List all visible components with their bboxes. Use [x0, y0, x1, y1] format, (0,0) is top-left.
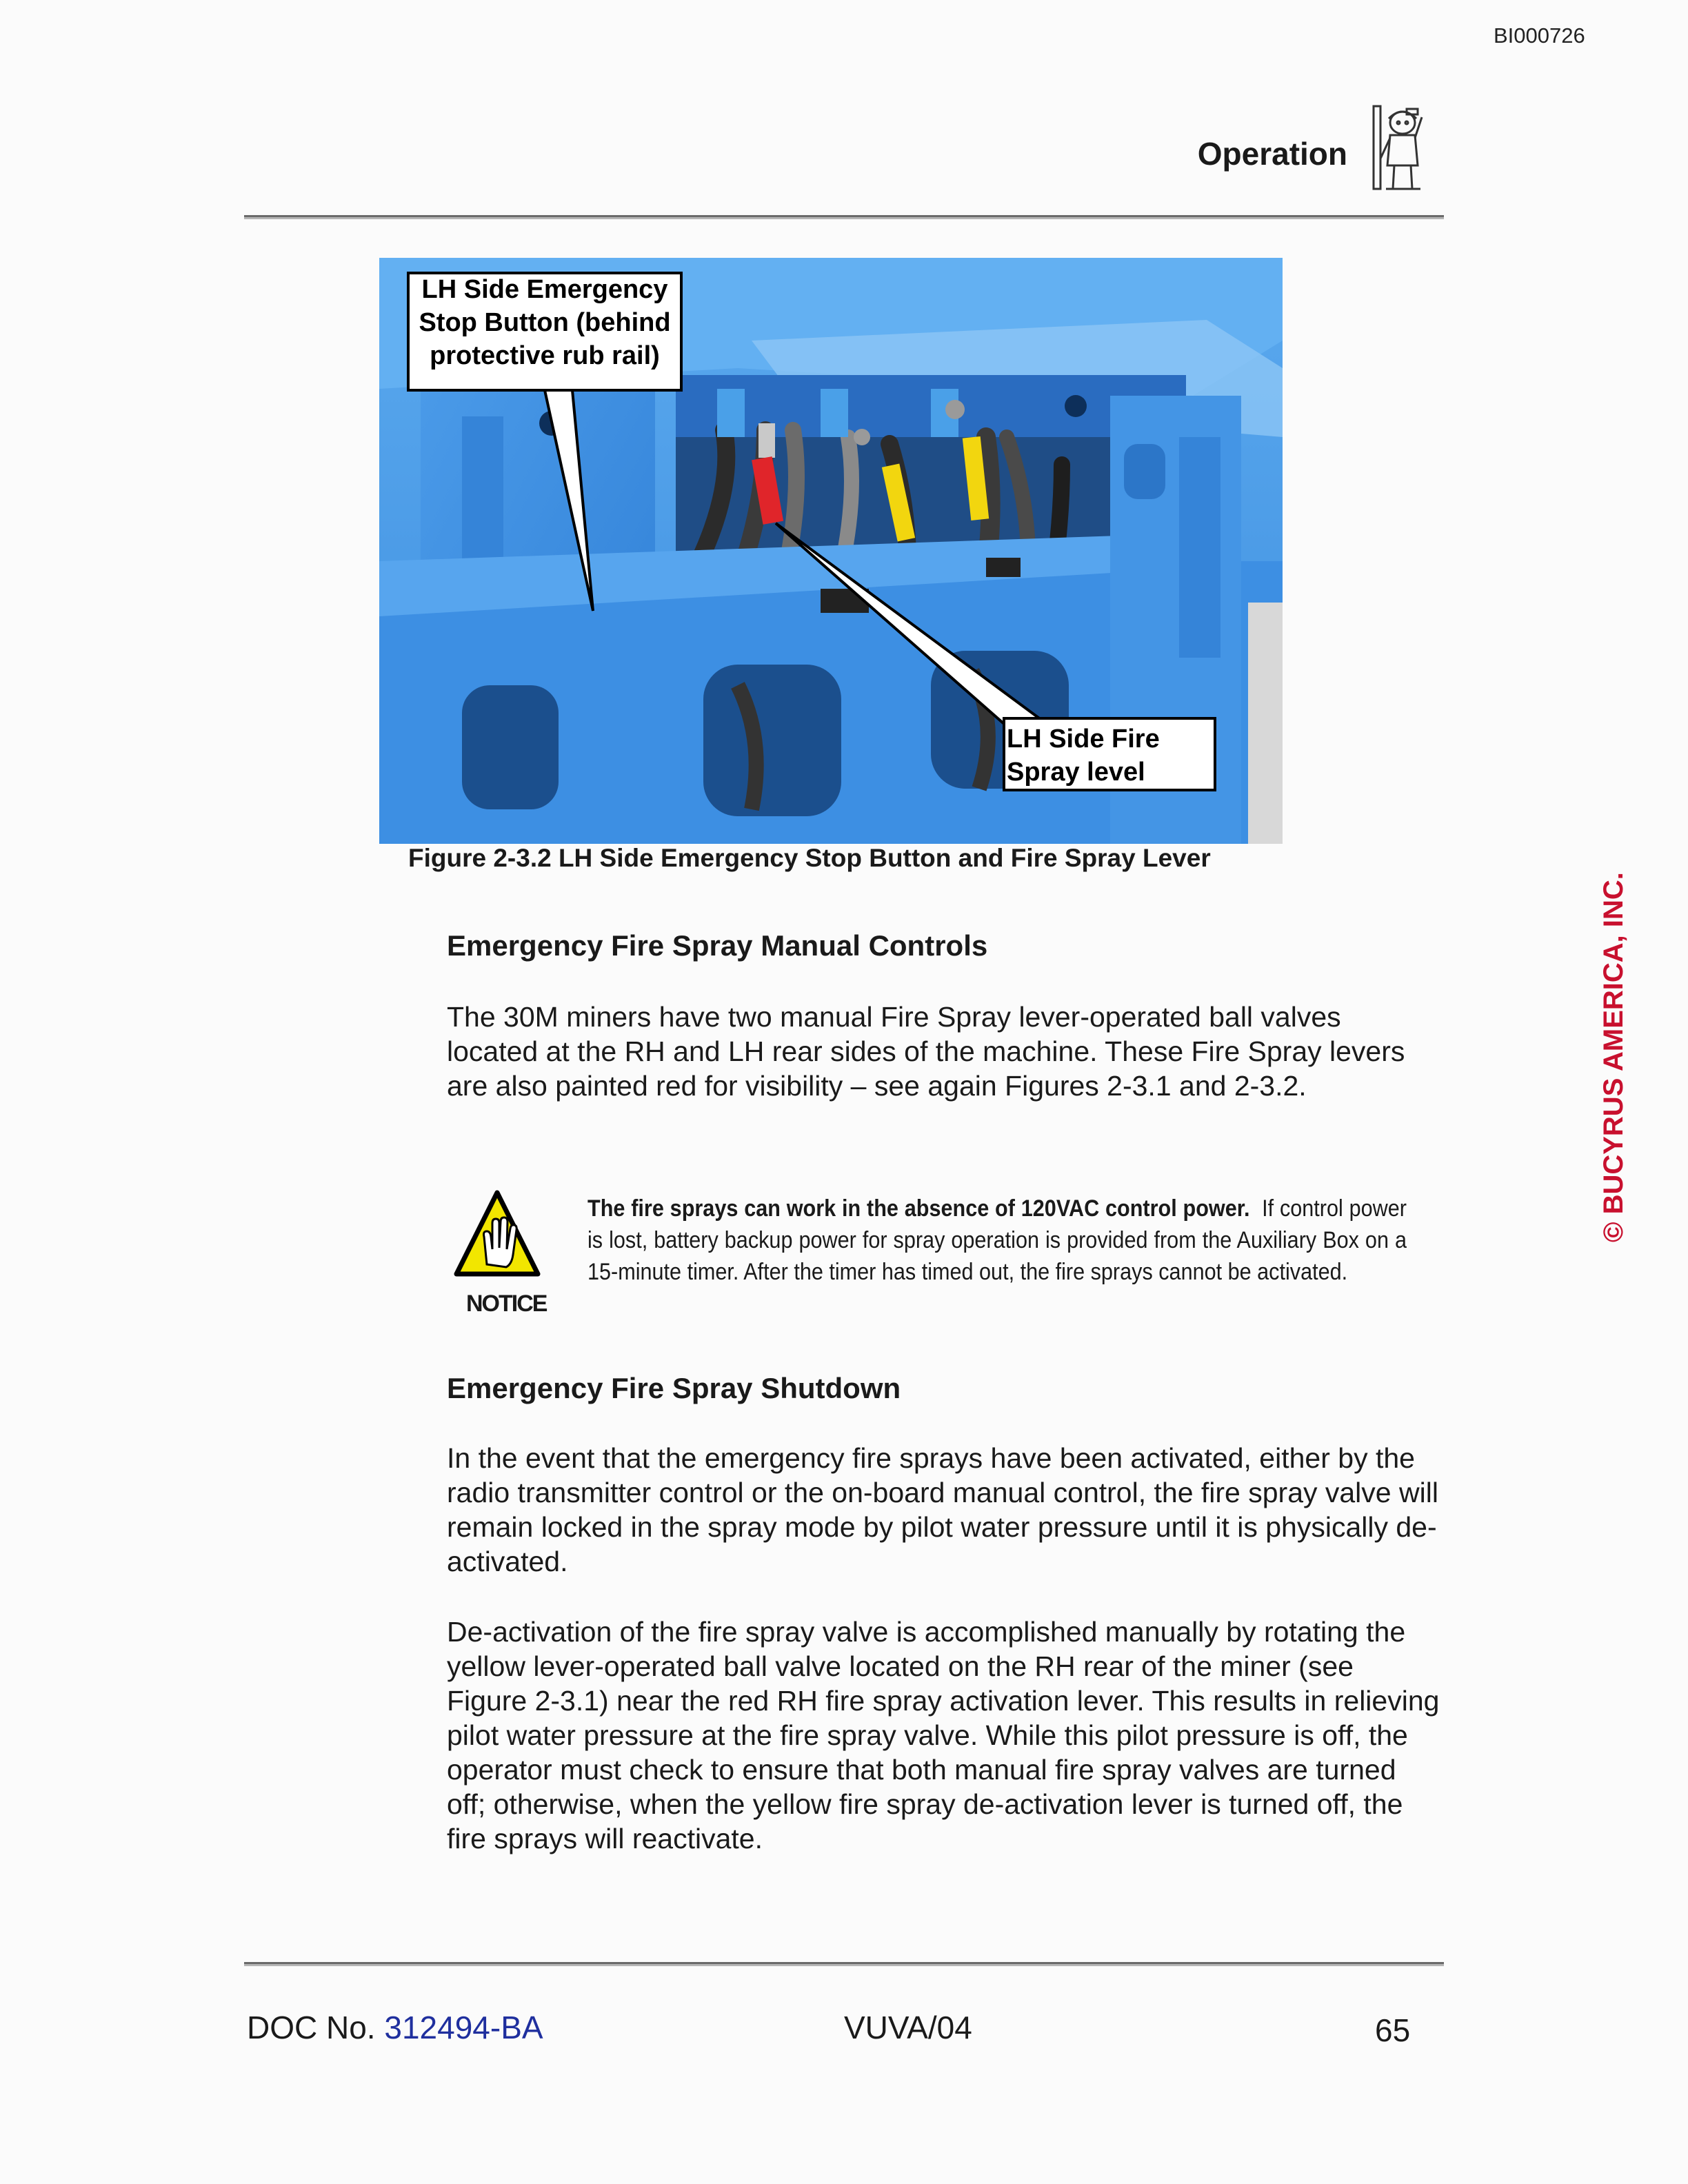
footer-divider [244, 1962, 1444, 1966]
figure-caption: Figure 2-3.2 LH Side Emergency Stop Button and Fire Spray Lever [408, 844, 1211, 872]
notice-bold-text: The fire sprays can work in the absence of 120VAC control power. [587, 1195, 1250, 1222]
paragraph-shutdown-2: De-activation of the fire spray valve is accomplished manually by rotating the yellow lever-operated ball valve located on the RH rear of the miner (see Figure 2-3.1) near the red RH fire spray activation lever. This results in relieving pilot water pressure at the fire spray valve. While this pilot pressure is off, the operator must check to ensure that both manual fire spray valves are turned off; otherwise, when the yellow fire spray de-activation lever is turned off, the fire sprays will reactivate. [447, 1616, 1440, 1854]
hand-warning-icon [452, 1189, 542, 1285]
notice-text [587, 1193, 1407, 1288]
notice-body-text: If control power is lost, battery backup power for spray operation is provided from the Auxiliary Box on a 15-minute timer. After the timer has timed out, the fire sprays cannot be activated. [587, 1195, 1407, 1285]
worker-with-helmet-icon [1372, 103, 1427, 193]
document-id: BI000726 [1494, 23, 1585, 48]
header-divider [244, 215, 1444, 219]
footer-revision-code: VUVA/04 [844, 2010, 972, 2045]
machine-photo [379, 258, 1283, 844]
footer-doc-prefix: DOC No. [247, 2010, 385, 2045]
callout-firespray-line-1: LH Side Fire [1007, 725, 1160, 754]
paragraph-shutdown-1: In the event that the emergency fire sprays have been activated, either by the radio transmitter control or the on-board manual control, the fire spray valve will remain locked in the spray mode by pilot water pressure until it is physically de-activated. [447, 1442, 1438, 1577]
footer-doc-number-link[interactable]: 312494-BA [384, 2010, 543, 2045]
callout-estop-line-2: Stop Button (behind [419, 308, 671, 337]
callout-firespray-line-2: Spray level [1007, 758, 1145, 787]
page-number: 65 [1375, 2012, 1411, 2048]
footer-document-number [247, 2009, 543, 2046]
callout-estop-line-3: protective rub rail) [430, 341, 660, 370]
paragraph-manual-controls: The 30M miners have two manual Fire Spray lever-operated ball valves located at the RH and LH rear sides of the machine. These Fire Spray levers are also painted red for visibility – see again Figures 2-3.1 and 2-3.2. [447, 1001, 1405, 1102]
copyright-notice: © BUCYRUS AMERICA, INC. [1598, 872, 1629, 1242]
section-heading-shutdown: Emergency Fire Spray Shutdown [447, 1372, 901, 1404]
callout-estop-line-1: LH Side Emergency [421, 275, 668, 304]
notice-label: NOTICE [466, 1291, 547, 1317]
section-heading-manual-controls: Emergency Fire Spray Manual Controls [447, 929, 988, 962]
section-title: Operation [1197, 136, 1347, 172]
